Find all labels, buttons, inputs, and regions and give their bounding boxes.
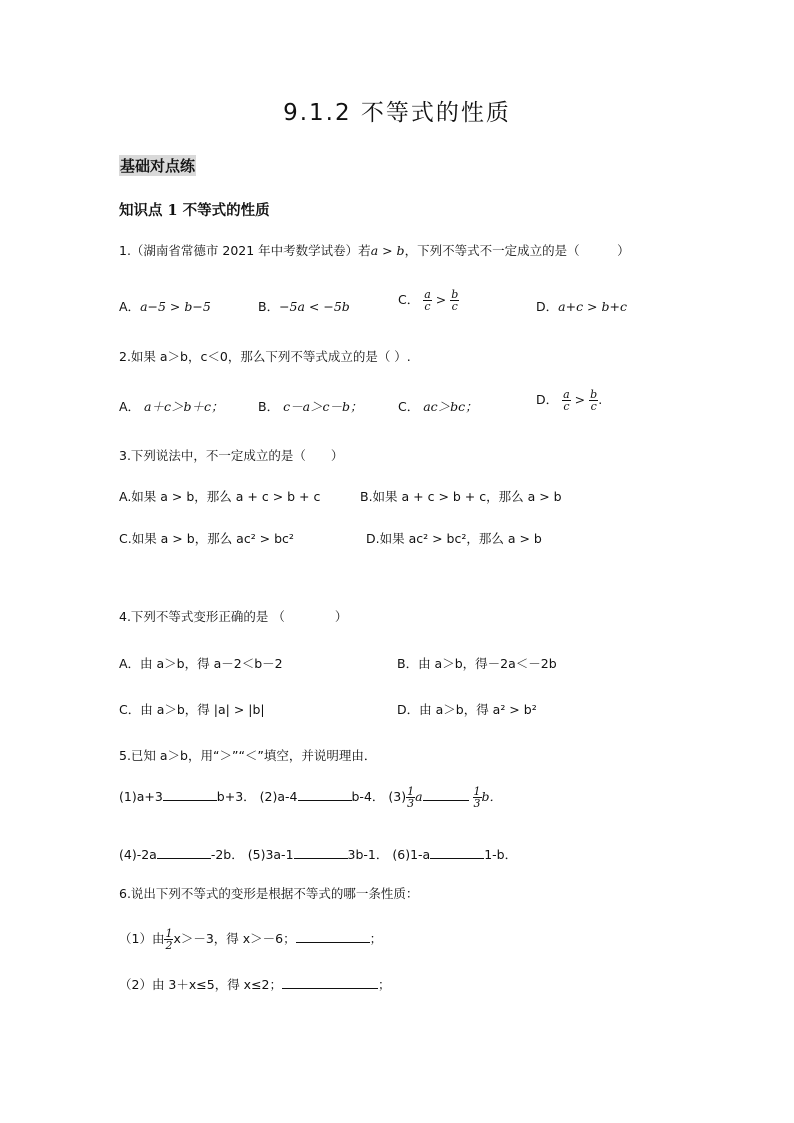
question-1-option-c: C． $\frac{a}{c}$ > $\frac{b}{c}$ xyxy=(398,288,459,313)
question-1-option-d: D．a+c > b+c xyxy=(536,299,627,314)
answer-blank[interactable] xyxy=(282,987,378,989)
fraction: $\frac{b}{c}$ xyxy=(590,388,598,413)
question-5-row-2: (4)-2a -2b． (5)3a-1 3b-1． (6)1-a 1-b． xyxy=(119,847,518,862)
answer-blank[interactable] xyxy=(294,857,348,859)
answer-blank[interactable] xyxy=(163,799,217,801)
question-3-option-c: C.如果 a > b，那么 ac² > bc² xyxy=(119,531,294,546)
question-3-stem: 3.下列说法中，不一定成立的是（ ） xyxy=(119,448,344,463)
answer-blank[interactable] xyxy=(430,857,484,859)
question-5-stem: 5.已知 a＞b，用“＞”“＜”填空，并说明理由． xyxy=(119,748,377,763)
answer-blank[interactable] xyxy=(157,857,211,859)
question-4-option-a: A．由 a＞b，得 a－2＜b－2 xyxy=(119,656,283,671)
fraction: $\frac{a}{c}$ xyxy=(424,288,431,313)
answer-blank[interactable] xyxy=(296,941,370,943)
fraction: $\frac{1}{2}$ xyxy=(165,927,173,952)
answer-blank[interactable] xyxy=(298,799,352,801)
question-4-option-b: B．由 a＞b，得－2a＜－2b xyxy=(397,656,557,671)
question-2-option-c: C． ac＞bc； xyxy=(398,399,478,414)
question-4-option-c: C．由 a＞b，得 |a| > |b| xyxy=(119,702,265,717)
question-1-option-a: A．a−5 > b−5 xyxy=(119,299,211,314)
question-2-stem: 2.如果 a＞b，c＜0，那么下列不等式成立的是（ ）. xyxy=(119,349,411,364)
question-6-item-1: （1）由 $\frac{1}{2}$ x＞－3，得 x＞－6； ； xyxy=(119,927,383,952)
question-6-item-2: （2）由 3＋x≤5，得 x≤2； ； xyxy=(119,977,391,992)
question-1-option-b: B．−5a < −5b xyxy=(258,299,350,314)
fraction: $\frac{a}{c}$ xyxy=(563,388,570,413)
question-6-stem: 6.说出下列不等式的变形是根据不等式的哪一条性质： xyxy=(119,886,419,901)
question-1-stem: 1.（湖南省常德市 2021 年中考数学试卷）若a > b，下列不等式不一定成立的是（ ） xyxy=(119,243,630,258)
question-4-stem: 4.下列不等式变形正确的是 （ ） xyxy=(119,609,348,624)
question-3-option-a: A.如果 a > b，那么 a + c > b + c xyxy=(119,489,321,504)
question-2-option-b: B． c－a＞c－b； xyxy=(258,399,363,414)
question-2-option-a: A． a＋c＞b＋c； xyxy=(119,399,224,414)
question-2-option-d: D． $\frac{a}{c}$ > $\frac{b}{c}$ . xyxy=(536,388,603,413)
question-3-option-d: D.如果 ac² > bc²，那么 a > b xyxy=(366,531,542,546)
fraction: $\frac{b}{c}$ xyxy=(451,288,459,313)
question-3-option-b: B.如果 a + c > b + c，那么 a > b xyxy=(360,489,562,504)
section-heading: 基础对点练 xyxy=(120,157,196,175)
question-4-option-d: D．由 a＞b，得 a² > b² xyxy=(397,702,537,717)
fraction: $\frac{1}{3}$ xyxy=(407,785,415,810)
answer-blank[interactable] xyxy=(423,799,469,801)
page-title: 9.1.2 不等式的性质 xyxy=(283,100,511,126)
fraction: $\frac{1}{3}$ xyxy=(473,785,481,810)
knowledge-point-heading: 知识点 1 不等式的性质 xyxy=(119,202,270,219)
question-5-row-1: (1)a+3 b+3． (2)a-4 b-4． (3) $\frac{1}{3}$ a $\frac{1}{3}$ b． xyxy=(119,785,503,810)
